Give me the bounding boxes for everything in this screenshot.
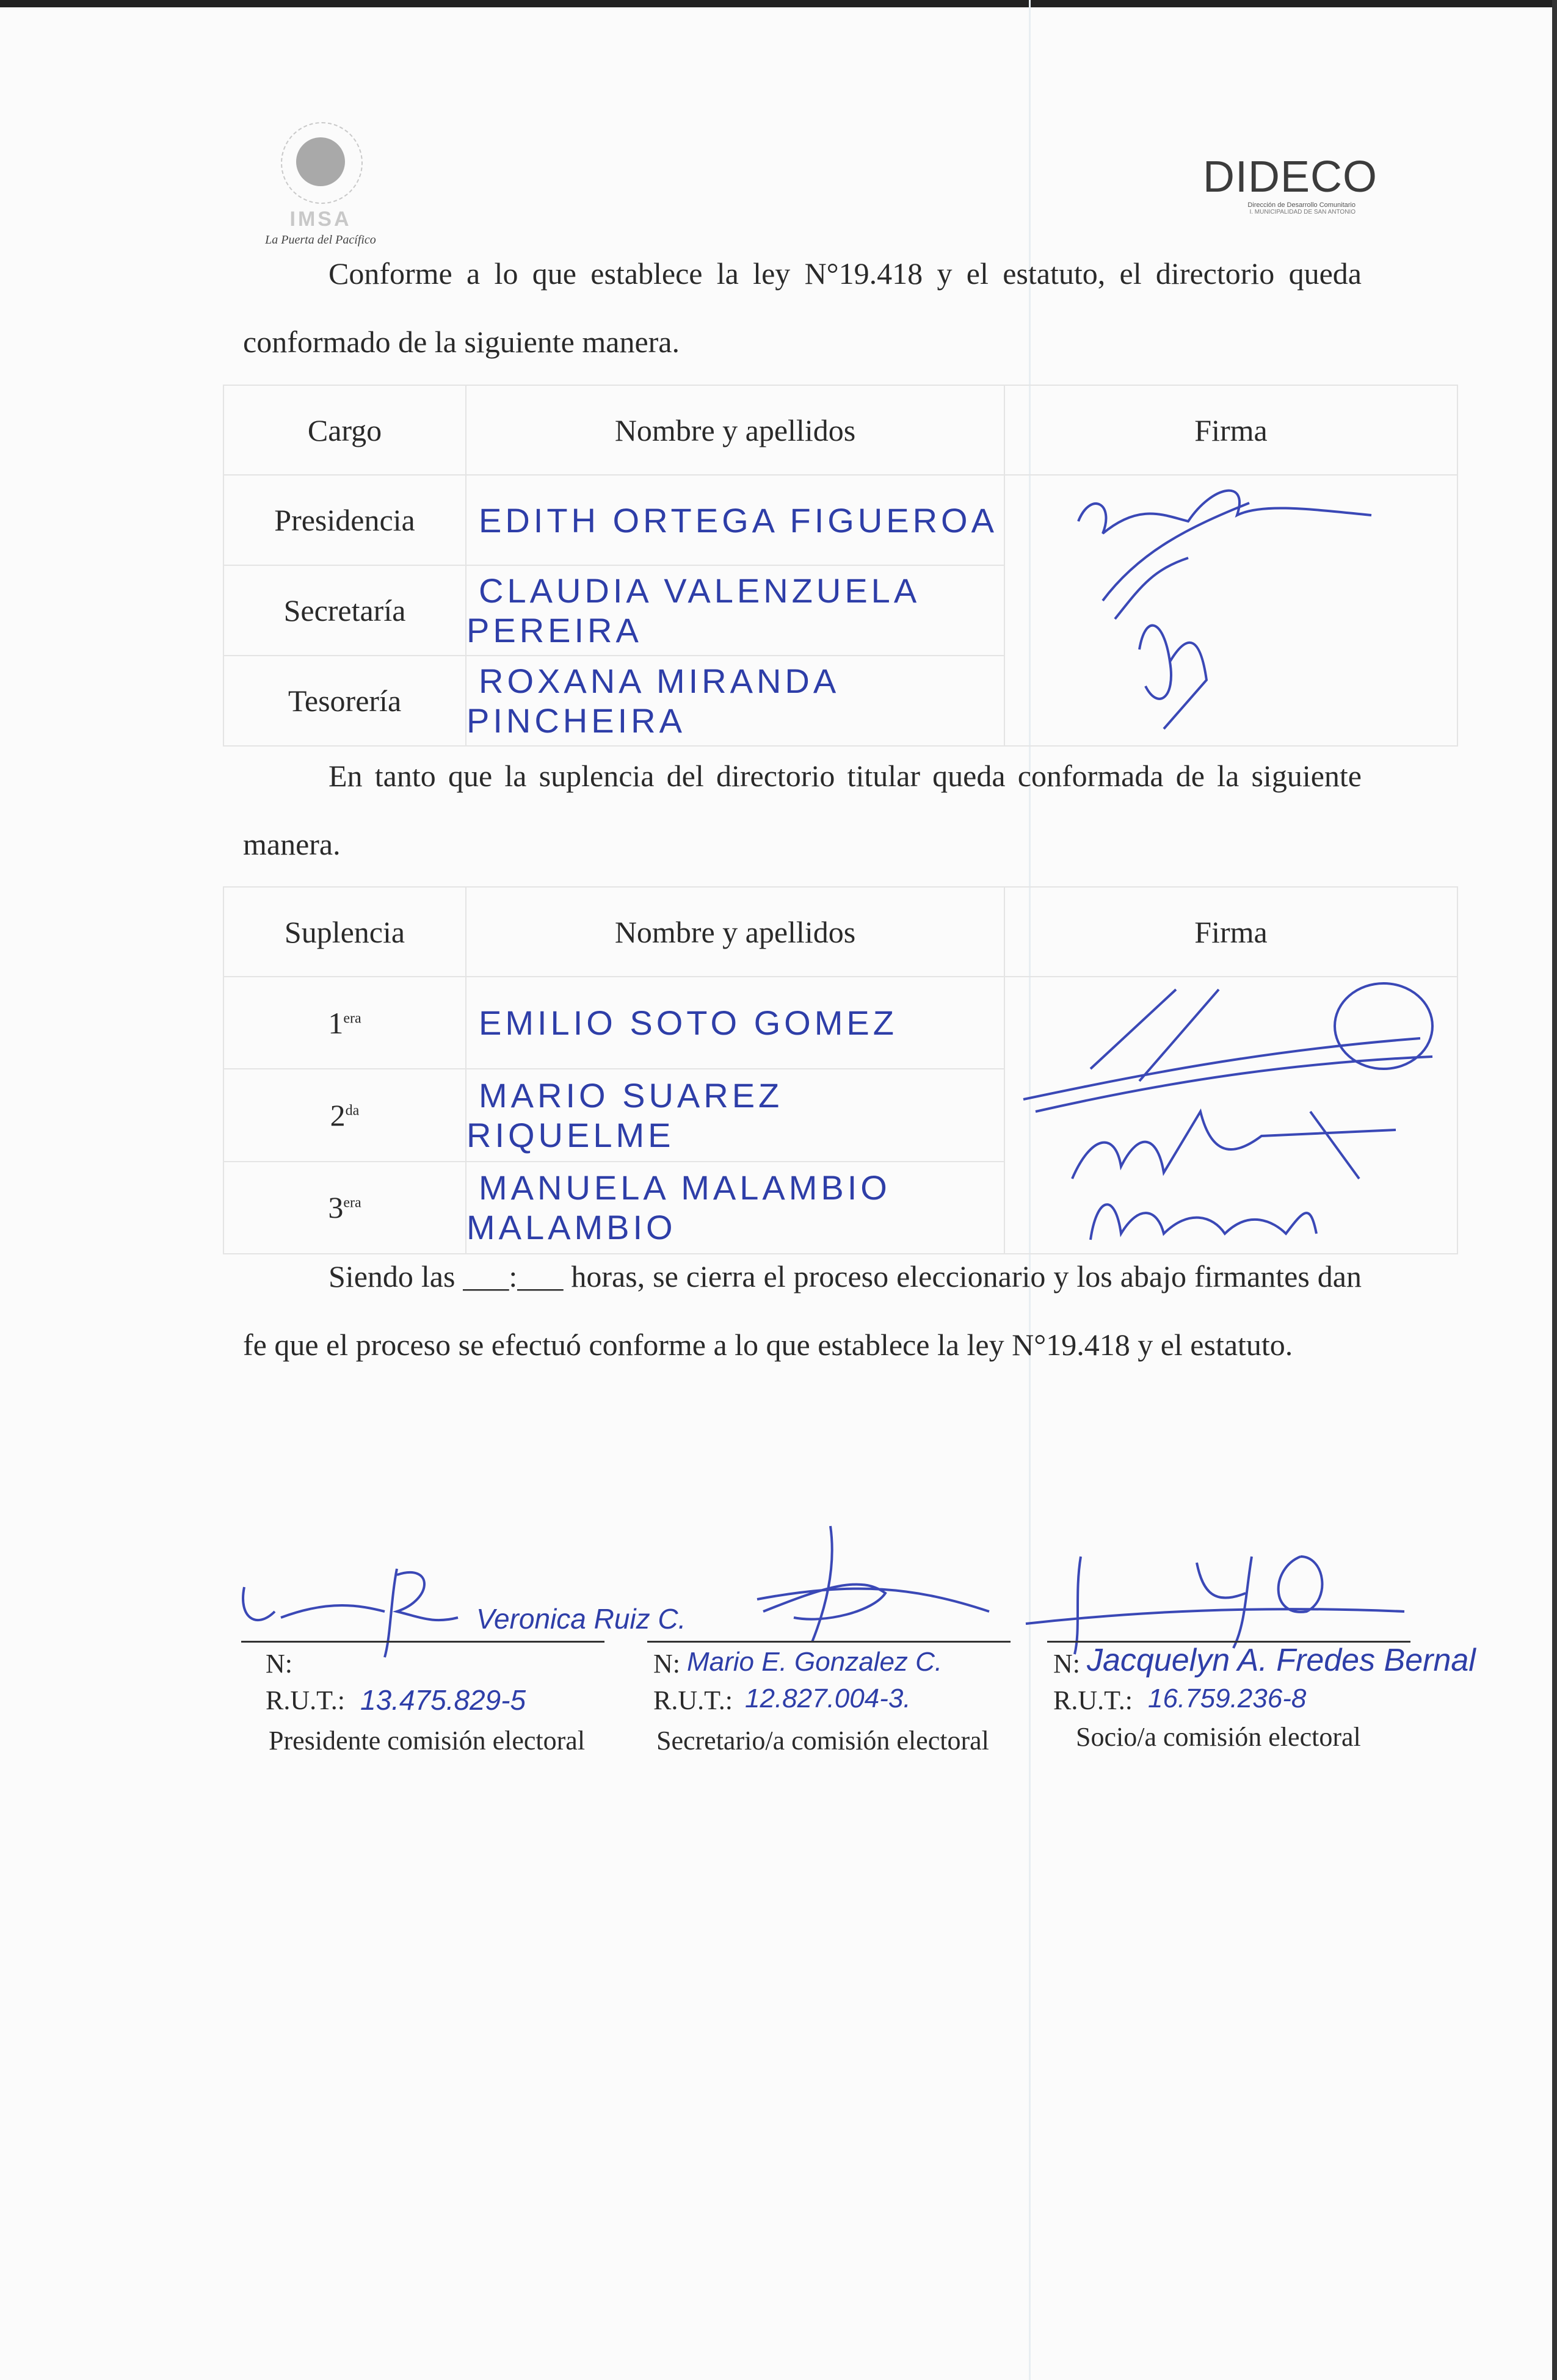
rut-value: 16.759.236-8: [1148, 1684, 1307, 1713]
suplencia-table: [223, 886, 1458, 1254]
dideco-subtitle: Dirección de Desarrollo Comunitario: [1247, 201, 1356, 209]
signature-secretario-icon: [702, 1520, 995, 1648]
name-label: N:: [1053, 1649, 1080, 1679]
signature-line: [241, 1641, 604, 1643]
signature-line: [647, 1641, 1011, 1643]
suplencia-paragraph: [243, 742, 1362, 878]
imsa-tagline: La Puerta del Pacífico: [265, 233, 376, 247]
imsa-brand: IMSA: [289, 208, 352, 231]
rut-label: R.U.T.:: [1053, 1685, 1133, 1715]
imsa-logo: [244, 116, 385, 250]
suplencia-number: $2^{da}$: [223, 1069, 466, 1161]
handwritten-name: ROXANA MIRANDA PINCHEIRA: [466, 662, 838, 740]
handwritten-name: CLAUDIA VALENZUELA PEREIRA: [466, 571, 919, 649]
name-label: N:: [266, 1649, 292, 1679]
suplencia-number: $3^{era}$: [223, 1162, 466, 1254]
cargo-cell: Presidencia: [223, 475, 466, 565]
role-label: Presidente comisión electoral: [269, 1726, 586, 1756]
imsa-emblem-icon: [296, 137, 345, 186]
directorio-table: [223, 385, 1458, 747]
rut-value: 13.475.829-5: [360, 1684, 526, 1716]
name-value: Mario E. Gonzalez C.: [687, 1647, 943, 1677]
scan-right-border: [1552, 0, 1557, 2380]
role-label: Socio/a comisión electoral: [1076, 1722, 1361, 1752]
handwritten-name: EDITH ORTEGA FIGUEROA: [479, 501, 998, 540]
suplencia-number: $1^{era}$: [223, 977, 466, 1069]
signatures-directorio-icon: [1066, 479, 1396, 735]
table-header-row: [223, 887, 1457, 977]
intro-paragraph: [243, 239, 1362, 376]
table-row: [223, 977, 1457, 1069]
handwritten-name: MARIO SUAREZ RIQUELME: [466, 1076, 783, 1154]
header-firma: Firma: [1004, 385, 1457, 475]
signatures-suplencia-icon: [1017, 977, 1445, 1246]
table-row: [223, 475, 1457, 565]
header-suplencia: Suplencia: [223, 887, 466, 977]
cargo-cell: Secretaría: [223, 565, 466, 656]
suplencia-text: En tanto que la suplencia del directorio titular queda conformada de la siguiente manera.: [243, 759, 1362, 861]
handwritten-name: EMILIO SOTO GOMEZ: [479, 1004, 898, 1043]
table-header-row: [223, 385, 1457, 475]
header-cargo: Cargo: [223, 385, 466, 475]
signature-cell: [1004, 977, 1457, 1254]
signature-cell: [1004, 475, 1457, 746]
header-nombre: Nombre y apellidos: [466, 887, 1004, 977]
dideco-municipality: I. MUNICIPALIDAD DE SAN ANTONIO: [1249, 209, 1356, 215]
header-firma: Firma: [1004, 887, 1457, 977]
rut-value: 12.827.004-3.: [745, 1684, 911, 1713]
cierre-text: Siendo las ___:___ horas, se cierra el proceso eleccionario y los abajo firmantes dan fe que el proceso se efectuó conforme a lo que establece la ley N°19.418 y el estatuto.: [243, 1259, 1362, 1362]
name-label: N:: [653, 1649, 680, 1679]
name-value: Jacquelyn A. Fredes Bernal: [1087, 1643, 1476, 1678]
role-label: Secretario/a comisión electoral: [656, 1726, 989, 1756]
intro-text: Conforme a lo que establece la ley N°19.418 y el estatuto, el directorio queda conformado de la siguiente manera.: [243, 256, 1362, 359]
cierre-paragraph: [243, 1242, 1362, 1379]
signature-name-presidente: Veronica Ruiz C.: [476, 1603, 686, 1635]
cargo-cell: Tesorería: [223, 656, 466, 746]
dideco-logo: [1203, 153, 1378, 232]
scan-top-border: [0, 0, 1557, 7]
dideco-brand: DIDECO: [1203, 153, 1378, 201]
handwritten-name: MANUELA MALAMBIO MALAMBIO: [466, 1168, 891, 1247]
header-nombre: Nombre y apellidos: [466, 385, 1004, 475]
rut-label: R.U.T.:: [266, 1685, 345, 1715]
rut-label: R.U.T.:: [653, 1685, 733, 1715]
